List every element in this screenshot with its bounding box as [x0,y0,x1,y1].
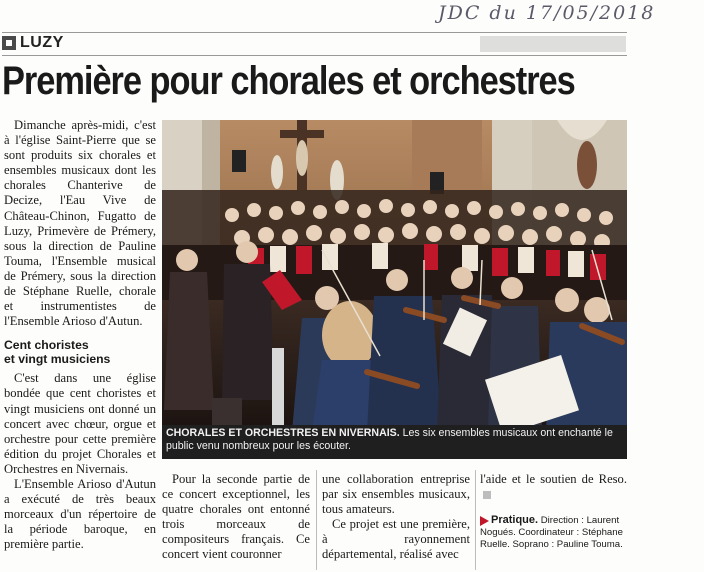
end-mark-square-icon [483,491,491,499]
pratique-box [480,514,627,551]
subheading-line-2: et vingt musiciens [4,352,111,367]
column-divider [316,470,317,570]
concert-photo [162,120,627,432]
article-headline: Première pour chorales et orchestres [2,59,575,103]
article-column-3 [322,472,470,563]
section-square-icon [2,36,16,50]
concert-photo-illustration [162,120,627,432]
pratique-text: Direction : Laurent Nogués. Coordinateur : Stéphane Ruelle. Soprano : Pauline Touma. [480,515,623,551]
section-label: LUZY [20,34,64,51]
column-3-text-2: Ce projet est une première, à rayonnement départemental, réalisé avec [322,517,470,562]
article-column-2 [162,472,310,563]
caption-text: Les six ensembles musicaux ont enchanté le public venu nombreux pour les écouter. [166,427,613,452]
column-2-text: Pour la seconde partie de ce concert exceptionnel, les quatre chorales ont entonné trois morceaux de compositeurs français. Ce concert vient couronner [162,472,310,562]
column-3-text-1: une collaboration entreprise par six ensembles musicaux, tous amateurs. [322,472,470,517]
red-triangle-icon [480,516,489,526]
faded-neighbor-header [480,36,626,52]
article-column-1 [4,118,156,552]
caption-title: CHORALES ET ORCHESTRES EN NIVERNAIS. [166,427,400,439]
intro-paragraph: Dimanche après-midi, c'est à l'église Saint-Pierre que se sont produits six chorales et ensembles musicaux dont les chorales Chanterive de Decize, l'Eau Vive de Château-Chinon, Fugatto de Luzy, Primevère de Prémery, sous la direction de Pauline Touma, l'Ensemble musical de Prémery, sous la direction de Stéphane Ruelle, chorale et instrumentistes de l'Ensemble Arioso d'Autun. [4,118,156,329]
column-4-text-wrap [480,472,627,502]
photo-caption [162,425,627,459]
handwritten-date-note: JDC du 17/05/2018 [438,2,656,24]
subheading-line-1: Cent choristes [4,338,89,353]
column-4-text: l'aide et le soutien de Reso. [480,472,627,486]
paragraph-2: C'est dans une église bondée que cent choristes et vingt musiciens ont donné un concert avec chœur, orgue et orchestre pour cette première édition du projet Chorales et Orchestres en Nivernais. [4,371,156,476]
subheading [4,338,156,366]
pratique-label: Pratique. [491,514,539,527]
section-tag [2,34,64,52]
column-divider [475,470,476,570]
paragraph-3: L'Ensemble Arioso d'Autun a exécuté de très beaux morceaux d'un répertoire de la période baroque, en première partie. [4,476,156,552]
article-column-4 [480,472,627,551]
